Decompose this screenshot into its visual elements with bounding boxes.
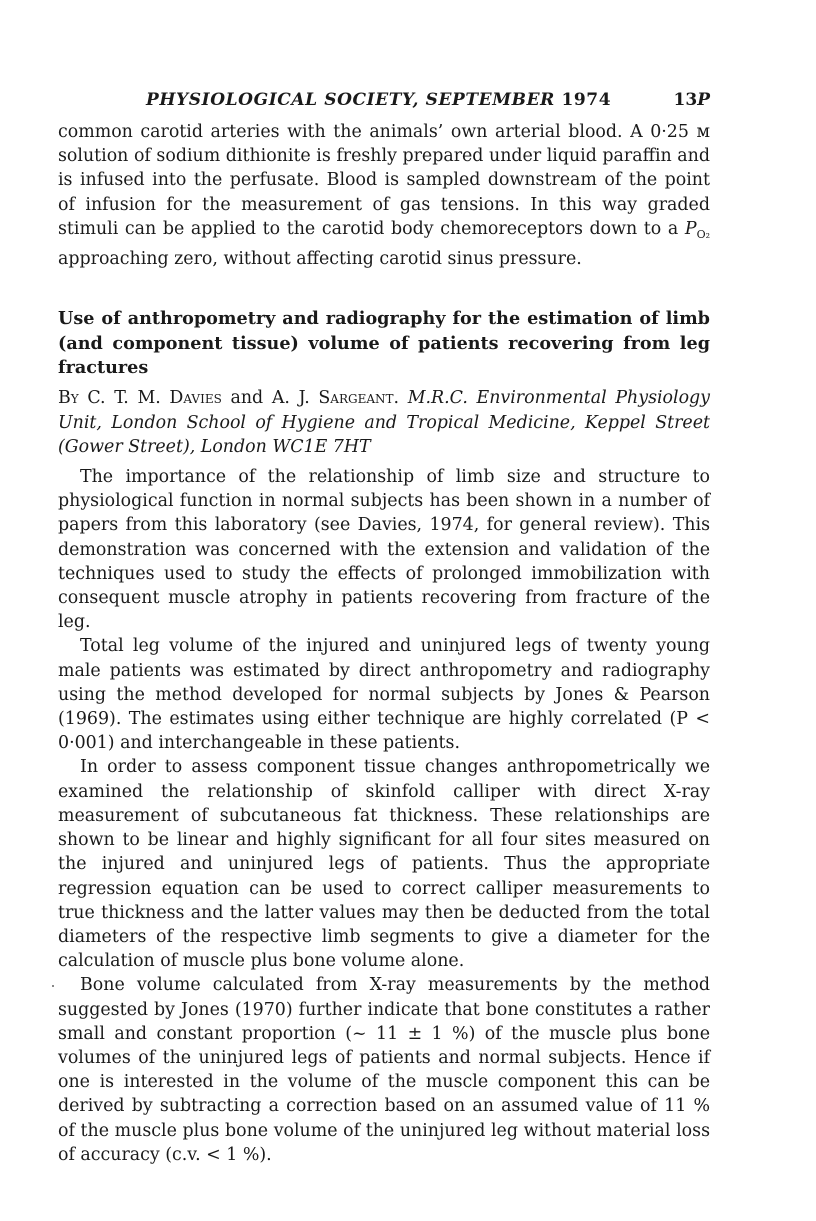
body-paragraph-3: In order to assess component tissue changes anthropometrically we examined the relationship of skinfold calliper with direct X-ray measurement of subcutaneous fat thickness. These relationships are shown to be linear and highly significant for all four sites measured on the injured and uninjured legs of patients. Thus the appropriate regression equation can be used to correct calliper measurements to true thickness and the latter values may then be deducted from the total diameters of the respective limb segments to give a diameter for the calculation of muscle plus bone volume alone. xyxy=(58,757,710,972)
running-year: 1974 xyxy=(561,90,612,110)
body-paragraph-2: Total leg volume of the injured and uninjured legs of twenty young male patients was estimated by direct anthropometry and radiography using the method developed for normal subjects by Jones & Pearson (1969). The estimates using either technique are highly correlated (P < 0·001) and interchangeable in these patients. xyxy=(58,636,710,754)
byline-and: and xyxy=(230,388,264,409)
author-2: A. J. Sargeant. xyxy=(271,388,400,409)
partial-pressure-subscript: O₂ xyxy=(696,227,710,241)
author-1: C. T. M. Davies xyxy=(87,388,222,409)
body-paragraph-4: Bone volume calculated from X-ray measurements by the method suggested by Jones (1970) further indicate that bone constitutes a rather small and constant proportion (~ 11 ± 1 %) of the muscle plus bone volumes of the uninjured legs of patients and normal subjects. Hence if one is interested in the volume of the muscle component this can be derived by subtracting a correction based on an assumed value of 11 % of the muscle plus bone volume of the uninjured leg without material loss of accuracy (c.v. < 1 %). xyxy=(58,973,710,1167)
page-number: 13P xyxy=(673,90,710,110)
running-title: PHYSIOLOGICAL SOCIETY, SEPTEMBER 1974 xyxy=(146,90,612,110)
byline xyxy=(58,386,710,459)
previous-abstract-continuation: common carotid arteries with the animals’ own arterial blood. A 0·25 м solution of sodium dithionite is freshly prepared under liquid paraffin and is infused into the perfusate. Blood is sampled downstream of the point of infusion for the measurement of gas tensions. In this way graded stimuli can be applied to the carotid body chemoreceptors down to a $P_{O_2}$ approaching zero, without affecting carotid sinus pressure. xyxy=(58,122,710,270)
affiliation: M.R.C. Environmental Physiology Unit, London School of Hygiene and Tropical Medicine, Keppel Street (Gower Street), London WC1E 7HT xyxy=(58,388,711,457)
partial-pressure-symbol: P xyxy=(684,218,697,239)
running-header xyxy=(58,90,710,116)
body-paragraph-1: The importance of the relationship of limb size and structure to physiological function in normal subjects has been shown in a number of papers from this laboratory (see Davies, 1974, for general review). This demonstration was concerned with the extension and validation of the techniques used to study the effects of prolonged immobilization with consequent muscle atrophy in patients recovering from fracture of the leg. xyxy=(58,467,710,633)
abstract-title: Use of anthropometry and radiography for the estimation of limb (and component tissue) volume of patients recovering from leg fractures xyxy=(58,308,710,379)
journal-page xyxy=(58,90,710,1167)
scan-speck xyxy=(52,985,54,987)
byline-by: By xyxy=(58,388,79,409)
